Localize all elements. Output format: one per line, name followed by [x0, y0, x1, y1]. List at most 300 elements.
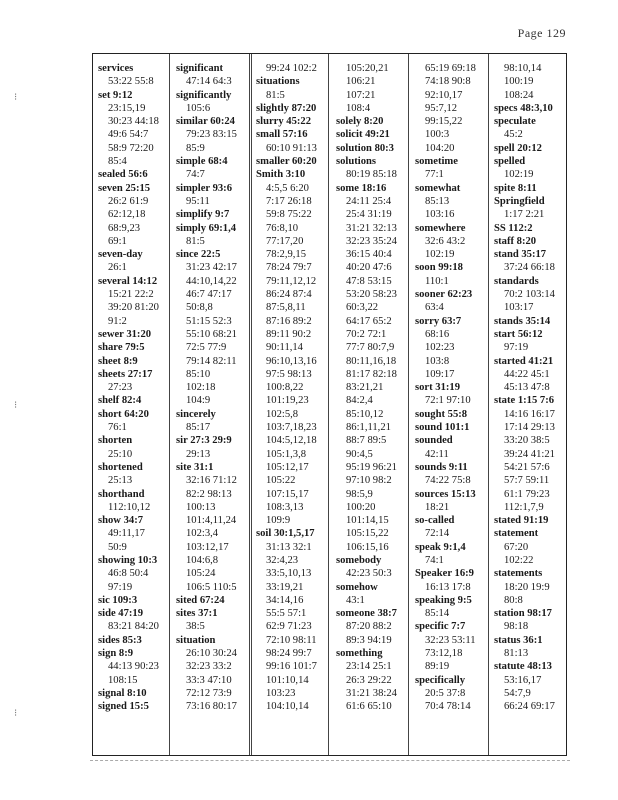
index-page-refs: 83:21 84:20	[108, 621, 159, 633]
index-word-entry: Speaker 16:9	[415, 568, 474, 580]
index-page-refs: 65:19 69:18	[425, 63, 476, 74]
index-page-refs: 67:20	[504, 541, 529, 553]
index-page-refs: 25:4 31:19	[346, 209, 392, 221]
index-page-refs: 100:3	[425, 129, 450, 141]
index-page-refs: 14:16 16:17	[504, 408, 555, 420]
index-word-entry: statement	[494, 528, 539, 540]
index-page-refs: 101:14,15	[346, 515, 389, 527]
index-page-refs: 102:19	[425, 249, 455, 261]
index-page-refs: 40:20 47:6	[346, 262, 392, 274]
index-word-entry: solely 8:20	[336, 116, 384, 128]
index-page-refs: 80:8	[504, 594, 523, 606]
index-page-refs: 85:13	[425, 195, 450, 207]
index-page-refs: 103:8	[425, 355, 450, 367]
column-divider	[328, 54, 329, 755]
index-page-refs: 39:24 41:21	[504, 448, 555, 460]
index-page-refs: 7:17 26:18	[266, 195, 312, 207]
index-word-entry: somehow	[336, 581, 378, 593]
index-page-refs: 47:14 64:3	[186, 76, 232, 88]
index-word-entry: situation	[176, 634, 216, 646]
index-page-refs: 15:21 22:2	[108, 289, 154, 301]
index-page-refs: 68:16	[425, 328, 450, 340]
index-page-refs: 101:4,11,24	[186, 515, 237, 527]
index-page-refs: 72:14	[425, 528, 450, 540]
index-page-refs: 72:1 97:10	[425, 395, 471, 407]
index-column-5	[415, 62, 476, 714]
index-page-refs: 103:23	[266, 687, 296, 699]
index-page-refs: 60:10 91:13	[266, 142, 317, 154]
index-word-entry: so-called	[415, 515, 455, 527]
index-word-entry: sited 67:24	[176, 594, 225, 606]
index-page-refs: 84:2,4	[346, 395, 373, 407]
index-word-entry: state 1:15 7:6	[494, 395, 555, 407]
index-page-refs: 74:7	[186, 169, 205, 181]
index-page-refs: 30:23 44:18	[108, 116, 159, 128]
index-page-refs: 72:12 73:9	[186, 687, 232, 699]
index-page-refs: 98:24 99:7	[266, 648, 312, 660]
index-page-refs: 16:13 17:8	[425, 581, 471, 593]
index-word-entry: sheet 8:9	[98, 355, 138, 367]
index-page-refs: 100:8,22	[266, 382, 304, 394]
index-word-entry: sheets 27:17	[98, 368, 153, 380]
index-page-refs: 20:5 37:8	[425, 687, 466, 699]
index-word-entry: something	[336, 648, 383, 660]
index-page-refs: 106:15,16	[346, 541, 389, 553]
page-number-label: Page 129	[517, 26, 566, 40]
index-page-refs: 58:9 72:20	[108, 142, 154, 154]
index-word-entry: sorry 63:7	[415, 315, 462, 327]
index-word-entry: sir 27:3 29:9	[176, 435, 232, 447]
index-page-refs: 32:23 53:11	[425, 634, 476, 646]
index-page-refs: 44:10,14,22	[186, 275, 237, 287]
index-word-entry: started 41:21	[494, 355, 554, 367]
index-page-refs: 105:1,3,8	[266, 448, 307, 460]
index-word-entry: solutions	[336, 156, 377, 168]
index-page-refs: 70:4 78:14	[425, 701, 471, 713]
index-word-entry: stated 91:19	[494, 515, 549, 527]
index-word-entry: some 18:16	[336, 182, 387, 194]
index-page-refs: 61:6 65:10	[346, 701, 392, 713]
index-word-entry: sic 109:3	[98, 594, 138, 606]
index-page-refs: 89:3 94:19	[346, 634, 392, 646]
index-page-refs: 32:23 35:24	[346, 235, 397, 247]
margin-punch-mark: ⁝	[14, 92, 18, 103]
index-page-refs: 45:2	[504, 129, 523, 141]
index-word-entry: speculate	[494, 116, 536, 128]
index-page-refs: 54:7,9	[504, 687, 531, 699]
index-page-refs: 77:1	[425, 169, 444, 181]
index-page-refs: 96:10,13,16	[266, 355, 317, 367]
index-page-refs: 55:5 57:1	[266, 608, 307, 620]
index-page-refs: 31:21 32:13	[346, 222, 397, 234]
index-page-refs: 108:3,13	[266, 501, 304, 513]
index-page-refs: 37:24 66:18	[504, 262, 555, 274]
index-page-refs: 95:19 96:21	[346, 461, 397, 473]
index-word-entry: soon 99:18	[415, 262, 463, 274]
index-page-refs: 98:18	[504, 621, 529, 633]
index-word-entry: soil 30:1,5,17	[256, 528, 315, 540]
index-page-refs: 101:10,14	[266, 674, 309, 686]
index-page-refs: 105:12,17	[266, 461, 309, 473]
index-word-entry: sounds 9:11	[415, 461, 468, 473]
index-word-entry: sincerely	[176, 408, 216, 420]
index-page-refs: 102:5,8	[266, 408, 299, 420]
index-page-refs: 74:22 75:8	[425, 475, 471, 487]
index-page-refs: 107:15,17	[266, 488, 309, 500]
index-word-entry: sounded	[415, 435, 453, 447]
index-page-refs: 99:24 102:2	[266, 63, 317, 74]
index-page-refs: 25:10	[108, 448, 133, 460]
index-page-refs: 34:14,16	[266, 594, 304, 606]
index-page-refs: 107:21	[346, 89, 376, 101]
index-page-refs: 59:8 75:22	[266, 209, 312, 221]
index-page-refs: 97:5 98:13	[266, 368, 312, 380]
index-page-refs: 32:4,23	[266, 554, 299, 566]
index-page-refs: 86:1,11,21	[346, 422, 391, 434]
index-page-refs: 38:5	[186, 621, 205, 633]
index-page-refs: 53:20 58:23	[346, 289, 397, 301]
index-page-refs: 64:17 65:2	[346, 315, 392, 327]
index-page-refs: 97:19	[504, 342, 529, 354]
index-word-entry: side 47:19	[98, 608, 144, 620]
index-page-refs: 60:3,22	[346, 302, 379, 314]
index-page-refs: 33:5,10,13	[266, 568, 312, 580]
index-page-refs: 105:15,22	[346, 528, 389, 540]
index-word-entry: statute 48:13	[494, 661, 552, 673]
index-word-entry: simplify 9:7	[176, 209, 230, 221]
index-page-refs: 50:9	[108, 541, 127, 553]
index-page-refs: 103:16	[425, 209, 455, 221]
index-word-entry: simple 68:4	[176, 156, 228, 168]
index-word-entry: shorten	[98, 435, 133, 447]
index-word-entry: sometime	[415, 156, 458, 168]
index-word-entry: shortened	[98, 461, 143, 473]
index-page-refs: 105:24	[186, 568, 216, 580]
index-word-entry: status 36:1	[494, 634, 543, 646]
index-page-refs: 87:16 89:2	[266, 315, 312, 327]
index-page-refs: 83:21,21	[346, 382, 384, 394]
index-page-refs: 49:6 54:7	[108, 129, 149, 141]
index-word-entry: spelled	[494, 156, 526, 168]
index-page-refs: 63:4	[425, 302, 444, 314]
index-page-refs: 109:9	[266, 515, 291, 527]
index-page-refs: 42:23 50:3	[346, 568, 392, 580]
index-word-entry: staff 8:20	[494, 235, 537, 247]
index-page-refs: 102:18	[186, 382, 216, 394]
index-page-refs: 61:1 79:23	[504, 488, 550, 500]
index-page-refs: 39:20 81:20	[108, 302, 159, 314]
index-page-refs: 77:17,20	[266, 235, 304, 247]
index-page-refs: 108:4	[346, 102, 371, 114]
index-page-refs: 26:2 61:9	[108, 195, 149, 207]
index-page-refs: 99:15,22	[425, 116, 463, 128]
index-page-refs: 85:14	[425, 608, 450, 620]
index-page-refs: 78:2,9,15	[266, 249, 307, 261]
index-page-refs: 17:14 29:13	[504, 422, 555, 434]
index-page-refs: 32:23 33:2	[186, 661, 232, 673]
index-word-entry: several 14:12	[98, 275, 158, 287]
index-page-refs: 95:11	[186, 195, 210, 207]
index-page-refs: 109:17	[425, 368, 455, 380]
index-word-entry: Springfield	[494, 195, 545, 207]
index-page-refs: 102:22	[504, 554, 534, 566]
index-page-refs: 23:15,19	[108, 102, 146, 114]
index-page-refs: 81:5	[266, 89, 285, 101]
index-word-entry: specific 7:7	[415, 621, 466, 633]
index-word-entry: sites 37:1	[176, 608, 218, 620]
index-page-refs: 99:16 101:7	[266, 661, 317, 673]
index-page-refs: 97:10 98:2	[346, 475, 392, 487]
index-word-entry: site 31:1	[176, 461, 214, 473]
index-page-refs: 79:23 83:15	[186, 129, 237, 141]
index-page-refs: 95:7,12	[425, 102, 458, 114]
index-page-refs: 104:5,12,18	[266, 435, 317, 447]
index-page-refs: 106:5 110:5	[186, 581, 237, 593]
index-word-entry: standards	[494, 275, 539, 287]
index-word-entry: station 98:17	[494, 608, 552, 620]
index-page-refs: 85:17	[186, 422, 211, 434]
index-page-refs: 104:10,14	[266, 701, 309, 713]
index-page-refs: 47:8 53:15	[346, 275, 392, 287]
index-page-refs: 80:11,16,18	[346, 355, 397, 367]
index-page-refs: 104:6,8	[186, 554, 219, 566]
index-word-entry: sides 85:3	[98, 634, 142, 646]
index-word-entry: sound 101:1	[415, 422, 470, 434]
index-page-refs: 103:12,17	[186, 541, 229, 553]
index-page-refs: 43:1	[346, 594, 365, 606]
index-page-refs: 33:3 47:10	[186, 674, 232, 686]
index-column-2	[176, 62, 237, 714]
index-page-refs: 46:8 50:4	[108, 568, 149, 580]
index-word-entry: significantly	[176, 89, 232, 101]
index-word-entry: somewhat	[415, 182, 461, 194]
index-page-refs: 32:16 71:12	[186, 475, 237, 487]
index-page-refs: 29:13	[186, 448, 211, 460]
index-page-refs: 112:10,12	[108, 501, 151, 513]
index-page-refs: 102:19	[504, 169, 534, 181]
index-page-refs: 18:21	[425, 501, 450, 513]
index-word-entry: somewhere	[415, 222, 466, 234]
index-page-refs: 76:1	[108, 422, 127, 434]
index-word-entry: share 79:5	[98, 342, 145, 354]
index-page-refs: 42:11	[425, 448, 449, 460]
index-word-entry: sign 8:9	[98, 648, 134, 660]
index-page-refs: 62:12,18	[108, 209, 146, 221]
index-page-refs: 104:9	[186, 395, 211, 407]
index-page-refs: 24:11 25:4	[346, 195, 392, 207]
index-page-refs: 1:17 2:21	[504, 209, 545, 221]
index-page-refs: 72:5 77:9	[186, 342, 227, 354]
index-page-refs: 76:8,10	[266, 222, 299, 234]
index-page-refs: 70:2 103:14	[504, 289, 555, 301]
index-page-refs: 102:3,4	[186, 528, 219, 540]
index-word-entry: since 22:5	[176, 249, 221, 261]
index-page-refs: 98:5,9	[346, 488, 373, 500]
index-word-entry: shelf 82:4	[98, 395, 142, 407]
index-column-3	[256, 62, 317, 714]
index-page-refs: 73:12,18	[425, 648, 463, 660]
index-page-refs: 62:9 71:23	[266, 621, 312, 633]
index-page-refs: 98:10,14	[504, 63, 542, 74]
index-word-entry: sewer 31:20	[98, 328, 152, 340]
index-word-entry: sooner 62:23	[415, 289, 473, 301]
index-page-refs: 44:22 45:1	[504, 368, 550, 380]
index-page-refs: 50:8,8	[186, 302, 213, 314]
index-page-refs: 33:20 38:5	[504, 435, 550, 447]
word-index-table	[92, 53, 567, 756]
index-word-entry: show 34:7	[98, 515, 144, 527]
index-page-refs: 68:9,23	[108, 222, 141, 234]
index-column-4	[336, 62, 397, 714]
index-word-entry: signal 8:10	[98, 687, 147, 699]
index-word-entry: slightly 87:20	[256, 102, 317, 114]
index-word-entry: situations	[256, 76, 300, 88]
index-page-refs: 74:18 90:8	[425, 76, 471, 88]
index-word-entry: solution 80:3	[336, 142, 394, 154]
column-divider	[249, 54, 252, 755]
index-page-refs: 25:13	[108, 475, 133, 487]
index-page-refs: 90:11,14	[266, 342, 303, 354]
index-page-refs: 92:10,17	[425, 89, 463, 101]
index-word-entry: services	[98, 63, 134, 74]
index-word-entry: signed 15:5	[98, 701, 149, 713]
index-word-entry: sources 15:13	[415, 488, 476, 500]
index-page-refs: 101:19,23	[266, 395, 309, 407]
index-page-refs: 80:19 85:18	[346, 169, 397, 181]
index-word-entry: start 56:12	[494, 328, 543, 340]
index-page-refs: 33:19,21	[266, 581, 304, 593]
index-page-refs: 110:1	[425, 275, 449, 287]
index-word-entry: significant	[176, 63, 224, 74]
index-word-entry: set 9:12	[98, 89, 133, 101]
index-word-entry: simply 69:1,4	[176, 222, 237, 234]
index-word-entry: specifically	[415, 674, 466, 686]
index-page-refs: 51:15 52:3	[186, 315, 232, 327]
index-word-entry: someone 38:7	[336, 608, 397, 620]
index-page-refs: 26:3 29:22	[346, 674, 392, 686]
index-word-entry: showing 10:3	[98, 554, 158, 566]
index-page-refs: 81:5	[186, 235, 205, 247]
index-word-entry: simpler 93:6	[176, 182, 233, 194]
index-page-refs: 53:22 55:8	[108, 76, 154, 88]
index-page-refs: 69:1	[108, 235, 127, 247]
index-page-refs: 4:5,5 6:20	[266, 182, 309, 194]
index-page-refs: 91:2	[108, 315, 127, 327]
index-page-refs: 49:11,17	[108, 528, 145, 540]
index-word-entry: somebody	[336, 554, 382, 566]
index-page-refs: 57:7 59:11	[504, 475, 550, 487]
index-word-entry: shorthand	[98, 488, 145, 500]
index-page-refs: 73:16 80:17	[186, 701, 237, 713]
index-page-refs: 85:10,12	[346, 408, 384, 420]
index-page-refs: 90:4,5	[346, 448, 373, 460]
index-page-refs: 89:19	[425, 661, 450, 673]
index-page-refs: 87:20 88:2	[346, 621, 392, 633]
index-page-refs: 81:13	[504, 648, 529, 660]
column-divider	[488, 54, 489, 755]
index-page-refs: 78:24 79:7	[266, 262, 312, 274]
index-page-refs: 18:20 19:9	[504, 581, 550, 593]
index-page-refs: 77:7 80:7,9	[346, 342, 395, 354]
index-word-entry: spite 8:11	[494, 182, 537, 194]
index-page-refs: 74:1	[425, 554, 444, 566]
index-word-entry: specs 48:3,10	[494, 102, 553, 114]
index-page-refs: 100:20	[346, 501, 376, 513]
index-page-refs: 26:10 30:24	[186, 648, 237, 660]
index-word-entry: spell 20:12	[494, 142, 542, 154]
index-page-refs: 105:20,21	[346, 63, 389, 74]
index-page-refs: 88:7 89:5	[346, 435, 387, 447]
index-column-1	[98, 62, 159, 714]
index-page-refs: 104:20	[425, 142, 455, 154]
margin-punch-mark: ⁝	[14, 400, 18, 411]
index-word-entry: stands 35:14	[494, 315, 551, 327]
index-page-refs: 100:13	[186, 501, 216, 513]
index-page-refs: 105:6	[186, 102, 211, 114]
index-page-refs: 45:13 47:8	[504, 382, 550, 394]
index-page-refs: 81:17 82:18	[346, 368, 397, 380]
index-page-refs: 103:7,18,23	[266, 422, 317, 434]
index-page-refs: 31:21 38:24	[346, 687, 397, 699]
index-word-entry: slurry 45:22	[256, 116, 312, 128]
index-word-entry: sought 55:8	[415, 408, 468, 420]
index-word-entry: solicit 49:21	[336, 129, 390, 141]
index-word-entry: similar 60:24	[176, 116, 235, 128]
index-page-refs: 102:23	[425, 342, 455, 354]
index-page-refs: 105:22	[266, 475, 296, 487]
index-page-refs: 106:21	[346, 76, 376, 88]
index-page-refs: 79:14 82:11	[186, 355, 237, 367]
index-page-refs: 82:2 98:13	[186, 488, 232, 500]
index-page-refs: 36:15 40:4	[346, 249, 392, 261]
index-page-refs: 23:14 25:1	[346, 661, 392, 673]
index-word-entry: short 64:20	[98, 408, 149, 420]
index-page-refs: 85:9	[186, 142, 205, 154]
index-word-entry: statements	[494, 568, 543, 580]
index-word-entry: speaking 9:5	[415, 594, 472, 606]
index-page-refs: 70:2 72:1	[346, 328, 387, 340]
index-page-refs: 100:19	[504, 76, 534, 88]
index-column-6	[494, 62, 555, 714]
index-page-refs: 87:5,8,11	[266, 302, 306, 314]
index-word-entry: SS 112:2	[494, 222, 533, 234]
index-word-entry: sealed 56:6	[98, 169, 148, 181]
index-page-refs: 44:13 90:23	[108, 661, 159, 673]
index-page-refs: 103:17	[504, 302, 534, 314]
index-word-entry: small 57:16	[256, 129, 308, 141]
index-word-entry: speak 9:1,4	[415, 541, 466, 553]
column-divider	[408, 54, 409, 755]
index-page-refs: 85:10	[186, 368, 211, 380]
index-page-refs: 55:10 68:21	[186, 328, 237, 340]
index-page-refs: 46:7 47:17	[186, 289, 232, 301]
index-page-refs: 79:11,12,12	[266, 275, 317, 287]
index-word-entry: stand 35:17	[494, 249, 547, 261]
index-page-refs: 31:13 32:1	[266, 541, 312, 553]
margin-punch-mark: ⁝	[14, 708, 18, 719]
index-page-refs: 53:16,17	[504, 674, 542, 686]
index-word-entry: sort 31:19	[415, 382, 461, 394]
index-page-refs: 97:19	[108, 581, 133, 593]
index-page-refs: 54:21 57:6	[504, 461, 550, 473]
index-page-refs: 112:1,7,9	[504, 501, 544, 513]
index-word-entry: seven 25:15	[98, 182, 151, 194]
column-divider	[169, 54, 170, 755]
index-word-entry: seven-day	[98, 249, 143, 261]
index-page-refs: 89:11 90:2	[266, 328, 312, 340]
index-page-refs: 72:10 98:11	[266, 634, 317, 646]
index-page-refs: 26:1	[108, 262, 127, 274]
